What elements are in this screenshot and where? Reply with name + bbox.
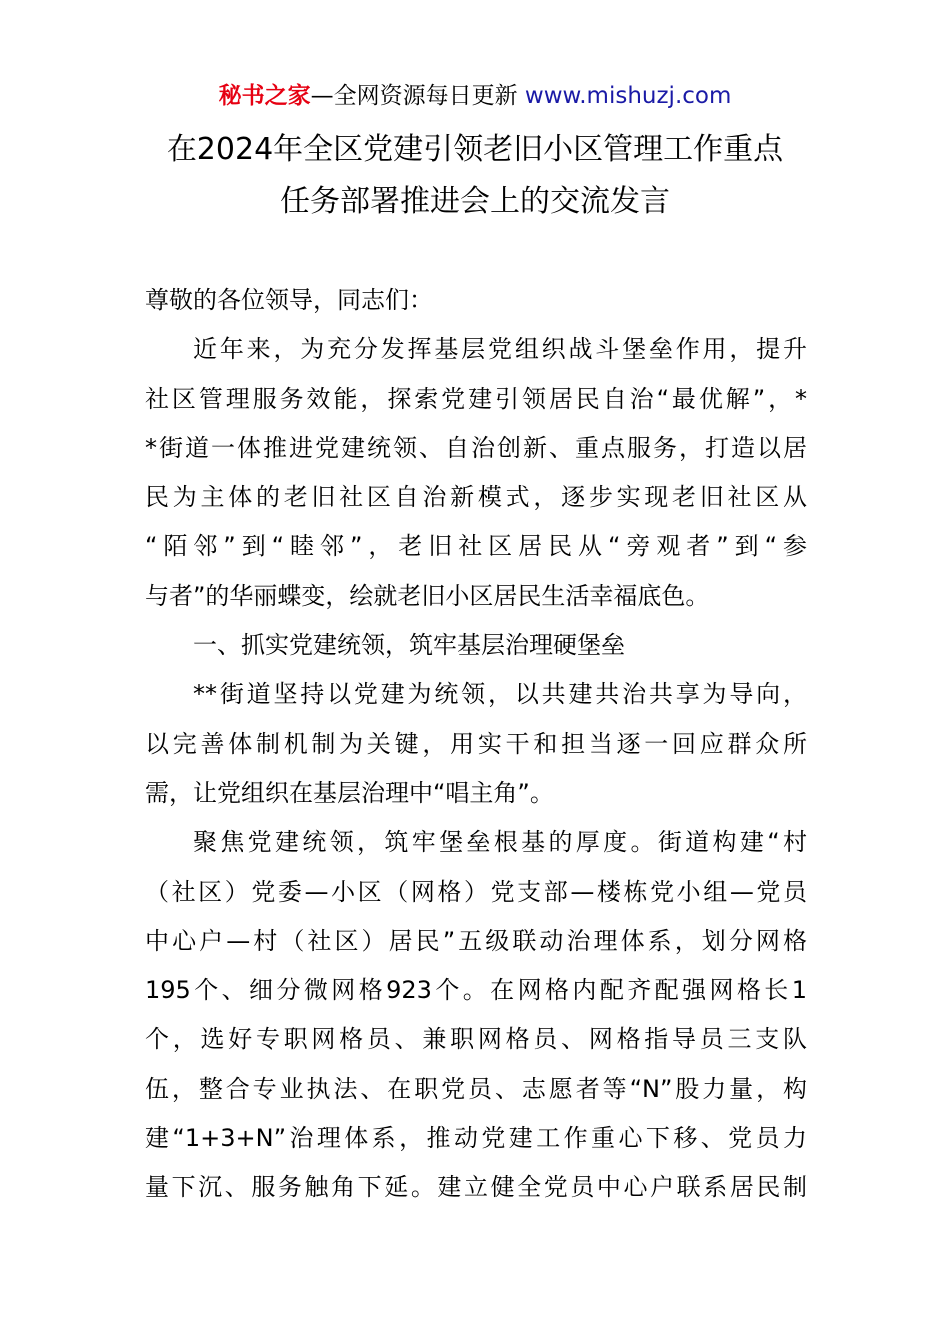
paragraph-line: 量下沉、服务触角下延。建立健全党员中心户联系居民制 xyxy=(145,1173,807,1202)
paragraph-line: “陌邻”到“睦邻”，老旧社区居民从“旁观者”到“参 xyxy=(145,532,807,561)
paragraph-line: *街道一体推进党建统领、自治创新、重点服务，打造以居 xyxy=(145,433,807,462)
section-heading: 一、抓实党建统领，筑牢基层治理硬堡垒 xyxy=(193,631,625,660)
paragraph-line: 195个、细分微网格923个。在网格内配齐配强网格长1 xyxy=(145,976,807,1005)
paragraph-line: 建“1+3+N”治理体系，推动党建工作重心下移、党员力 xyxy=(145,1124,807,1153)
title-line-2: 任务部署推进会上的交流发言 xyxy=(280,184,670,219)
paragraph-line: **街道坚持以党建为统领，以共建共治共享为导向， xyxy=(193,680,807,709)
document-title xyxy=(0,124,950,228)
paragraph-line: 个，选好专职网格员、兼职网格员、网格指导员三支队 xyxy=(145,1025,807,1054)
paragraph-line: 伍，整合专业执法、在职党员、志愿者等“N”股力量，构 xyxy=(145,1074,807,1103)
paragraph-line: 需，让党组织在基层治理中“唱主角”。 xyxy=(145,778,554,807)
paragraph-line: 民为主体的老旧社区自治新模式，逐步实现老旧社区从 xyxy=(145,483,807,512)
paragraph-line: （社区）党委—小区（网格）党支部—楼栋党小组—党员 xyxy=(145,877,807,906)
paragraph-line: 社区管理服务效能，探索党建引领居民自治“最优解”，* xyxy=(145,384,807,413)
paragraph-line: 中心户—村（社区）居民”五级联动治理体系，划分网格 xyxy=(145,926,807,955)
paragraph-line: 与者”的华丽蝶变，绘就老旧小区居民生活幸福底色。 xyxy=(145,581,710,610)
paragraph-line: 以完善体制机制为关键，用实干和担当逐一回应群众所 xyxy=(145,729,807,758)
paragraph-line: 聚焦党建统领，筑牢堡垒根基的厚度。街道构建“村 xyxy=(193,828,807,857)
site-tagline: —全网资源每日更新 xyxy=(310,83,525,109)
paragraph-line: 近年来，为充分发挥基层党组织战斗堡垒作用，提升 xyxy=(193,335,807,364)
document-body xyxy=(145,276,807,1213)
salutation: 尊敬的各位领导，同志们： xyxy=(145,286,433,314)
title-line-1: 在2024年全区党建引领老旧小区管理工作重点 xyxy=(166,132,784,167)
site-url[interactable]: www.mishuzj.com xyxy=(524,83,732,109)
site-header xyxy=(0,80,950,112)
site-brand: 秘书之家 xyxy=(218,83,311,109)
